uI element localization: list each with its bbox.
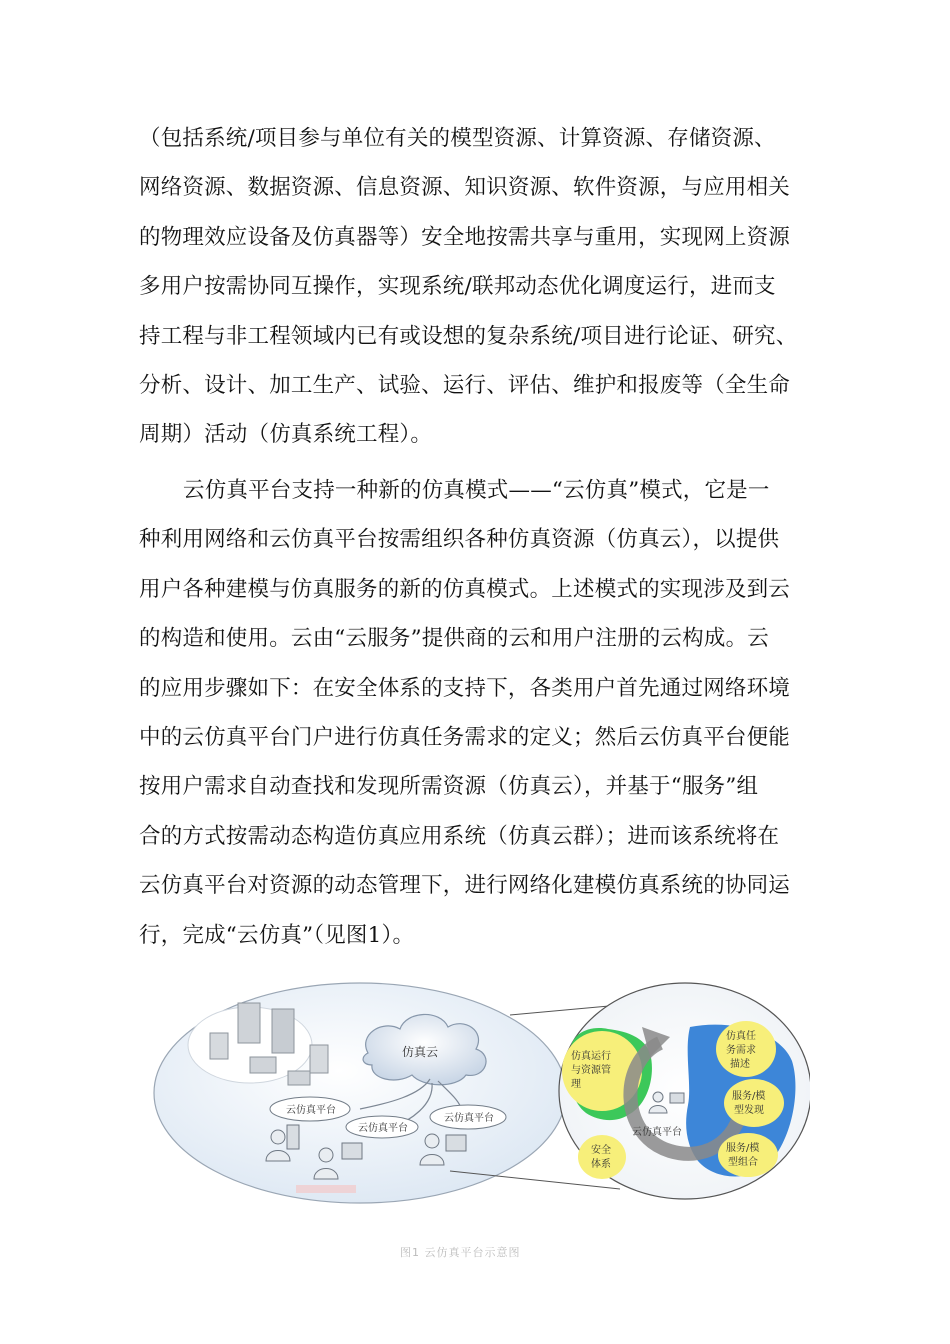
text-line: 的物理效应设备及仿真器等）安全地按需共享与重用，实现网上资源: [139, 224, 791, 250]
text-line: 行，完成“云仿真”（见图1）。: [139, 922, 415, 948]
platform-node-2: [346, 1116, 418, 1138]
text-line: 合的方式按需动态构造仿真应用系统（仿真云群）；进而该系统将在: [139, 823, 780, 849]
text-line: （包括系统/项目参与单位有关的模型资源、计算资源、存储资源、: [139, 126, 776, 151]
platform-node-1: [270, 1097, 350, 1121]
bubble-line: 安全: [591, 1145, 611, 1156]
bubble-security: [578, 1135, 626, 1179]
text-line: 持工程与非工程领域内已有或设想的复杂系统/项目进行论证、研究、: [139, 323, 798, 349]
paragraph-cloud-simulation: [139, 466, 819, 960]
bubble-line: 型组合: [728, 1157, 758, 1168]
bubble-service-discovery: [724, 1079, 784, 1127]
platform-label: 云仿真平台: [286, 1105, 336, 1116]
text-line: 云仿真平台对资源的动态管理下，进行网络化建模仿真系统的协同运: [139, 873, 791, 899]
platform-label: 云仿真平台: [358, 1123, 408, 1134]
text-line: 分析、设计、加工生产、试验、运行、评估、维护和报废等（全生命: [139, 372, 791, 398]
bubble-line: 服务/模: [732, 1091, 766, 1102]
text-line: 多用户按需协同互操作，实现系统/联邦动态优化调度运行，进而支: [139, 274, 776, 300]
bubble-line: 服务/模: [726, 1143, 760, 1154]
text-line: 用户各种建模与仿真服务的新的仿真模式。上述模式的实现涉及到云: [139, 576, 791, 602]
text-line: 中的云仿真平台门户进行仿真任务需求的定义；然后云仿真平台便能: [139, 724, 791, 750]
text-line: 按用户需求自动查找和发现所需资源（仿真云），并基于“服务”组: [139, 774, 759, 800]
paragraph-resources: [139, 114, 819, 460]
bubble-line: 仿真任: [726, 1031, 756, 1042]
figure-diagram: [150, 975, 810, 1225]
bubble-line: 理: [571, 1079, 581, 1090]
bubble-line: 体系: [591, 1159, 611, 1170]
faint-label-mark: [296, 1185, 356, 1193]
bubble-task-requirements: [716, 1021, 776, 1077]
platform-label: 云仿真平台: [444, 1113, 494, 1124]
text-line: 的应用步骤如下：在安全体系的支持下，各类用户首先通过网络环境: [139, 675, 791, 701]
text-line: 种利用网络和云仿真平台按需组织各种仿真资源（仿真云），以提供: [139, 527, 780, 553]
bubble-line: 务需求: [726, 1045, 756, 1056]
figure-cloud-simulation: [150, 975, 810, 1225]
text-line: 网络资源、数据资源、信息资源、知识资源、软件资源，与应用相关: [139, 175, 791, 201]
text-line: 云仿真平台支持一种新的仿真模式——“云仿真”模式，它是一: [183, 478, 770, 503]
figure-caption: 图1 云仿真平台示意图: [400, 1246, 521, 1259]
text-line: 的构造和使用。云由“云服务”提供商的云和用户注册的云构成。云: [139, 626, 769, 652]
bubble-line: 仿真运行: [571, 1051, 611, 1062]
text-line: 周期）活动（仿真系统工程）。: [139, 422, 433, 448]
bubble-line: 与资源管: [571, 1065, 611, 1076]
platform-node-3: [430, 1105, 506, 1129]
cloud-label: 仿真云: [402, 1045, 439, 1059]
center-platform-label: 云仿真平台: [632, 1127, 682, 1138]
bubble-line: 型发现: [734, 1105, 764, 1116]
bubble-line: 描述: [730, 1059, 750, 1070]
bubble-service-composition: [718, 1133, 778, 1177]
